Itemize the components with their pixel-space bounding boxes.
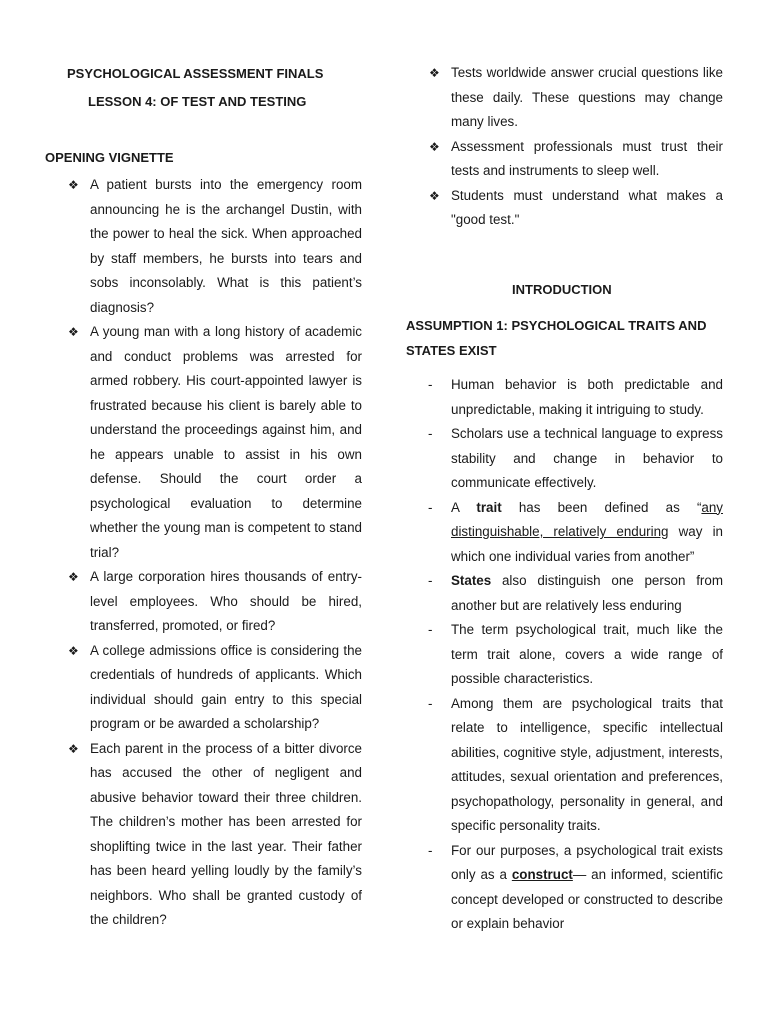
dash-marker: - [428,377,433,392]
assumption-1-heading: ASSUMPTION 1: PSYCHOLOGICAL TRAITS AND STATES EXIST [406,318,707,358]
states-term: States [451,573,492,588]
dash-marker: - [428,695,433,711]
diamond-bullet-icon: ❖ [429,188,440,203]
list-item: ❖ Tests worldwide answer crucial questions like these daily. These questions may change many lives. [429,61,723,135]
list-item: ❖ Each parent in the process of a bitter divorce has accused the other of negligent and abusive behavior toward their three children. The children’s mother has been arrested for shoplifting twice in the last year. Their father has been heard yelling loudly by the family’s neighbors. Who shall be granted custody of the children? [68,737,362,933]
vignette-continued-list [429,61,723,233]
diamond-bullet-icon: ❖ [429,139,440,154]
list-item: ❖ A college admissions office is considering the credentials of hundreds of applicants. Which individual should gain entry to this special program or be awarded a scholarship? [68,639,362,737]
list-item: - Scholars use a technical language to express stability and change in behavior to communicate effectively. [428,422,723,496]
diamond-bullet-icon: ❖ [429,66,440,80]
vignette-list [68,173,362,933]
list-item: - A trait has been defined as “any distinguishable, relatively enduring way in which one individual varies from another” [428,496,723,570]
dash-marker: - [428,573,433,588]
list-item: - Human behavior is both predictable and unpredictable, making it intriguing to study. [428,373,723,422]
trait-term: trait [476,499,502,515]
diamond-bullet-icon: ❖ [68,325,79,339]
list-item: - The term psychological trait, much like the term trait alone, covers a wide range of possible characteristics. [428,618,723,692]
diamond-bullet-icon: ❖ [68,178,79,192]
diamond-bullet-icon: ❖ [68,741,79,756]
trait-definition: any distinguishable, relatively enduring [451,499,723,539]
introduction-heading: INTRODUCTION [512,282,612,297]
opening-vignette-heading: OPENING VIGNETTE [45,150,174,165]
construct-term: construct [511,867,573,882]
diamond-bullet-icon: ❖ [68,570,79,584]
document-title: PSYCHOLOGICAL ASSESSMENT FINALS [67,66,324,81]
list-item: ❖ A large corporation hires thousands of entry-level employees. Who should be hired, transferred, promoted, or fired? [68,565,362,639]
list-item: ❖ Students must understand what makes a "good test." [429,184,723,233]
list-item: - Among them are psychological traits that relate to intelligence, specific intellectual abilities, cognitive style, adjustment, interests, attitudes, sexual orientation and preferences, psychopathology, personality in general, and specific personality traits. [428,692,723,839]
dash-marker: - [428,842,433,858]
lesson-title: LESSON 4: OF TEST AND TESTING [88,94,307,109]
dash-marker: - [428,426,433,441]
list-item: - For our purposes, a psychological trait exists only as a construct— an informed, scientific concept developed or constructed to describe or explain behavior [428,839,723,937]
dash-marker: - [428,622,433,637]
list-item: ❖ A young man with a long history of academic and conduct problems was arrested for armed robbery. His court-appointed lawyer is frustrated because his client is barely able to understand the proceedings against him, and he appears unable to assist in his own defense. Should the court order a psychological evaluation to determine whether the young man is competent to stand trial? [68,320,362,565]
list-item: - States also distinguish one person from another but are relatively less enduring [428,569,723,618]
diamond-bullet-icon: ❖ [68,643,79,658]
list-item: ❖ A patient bursts into the emergency room announcing he is the archangel Dustin, with the power to heal the sick. When approached by staff members, he bursts into tears and sobs inconsolably. What is this patient’s diagnosis? [68,173,362,320]
dash-marker: - [428,499,433,515]
assumption-1-points [428,373,723,937]
list-item: ❖ Assessment professionals must trust their tests and instruments to sleep well. [429,135,723,184]
